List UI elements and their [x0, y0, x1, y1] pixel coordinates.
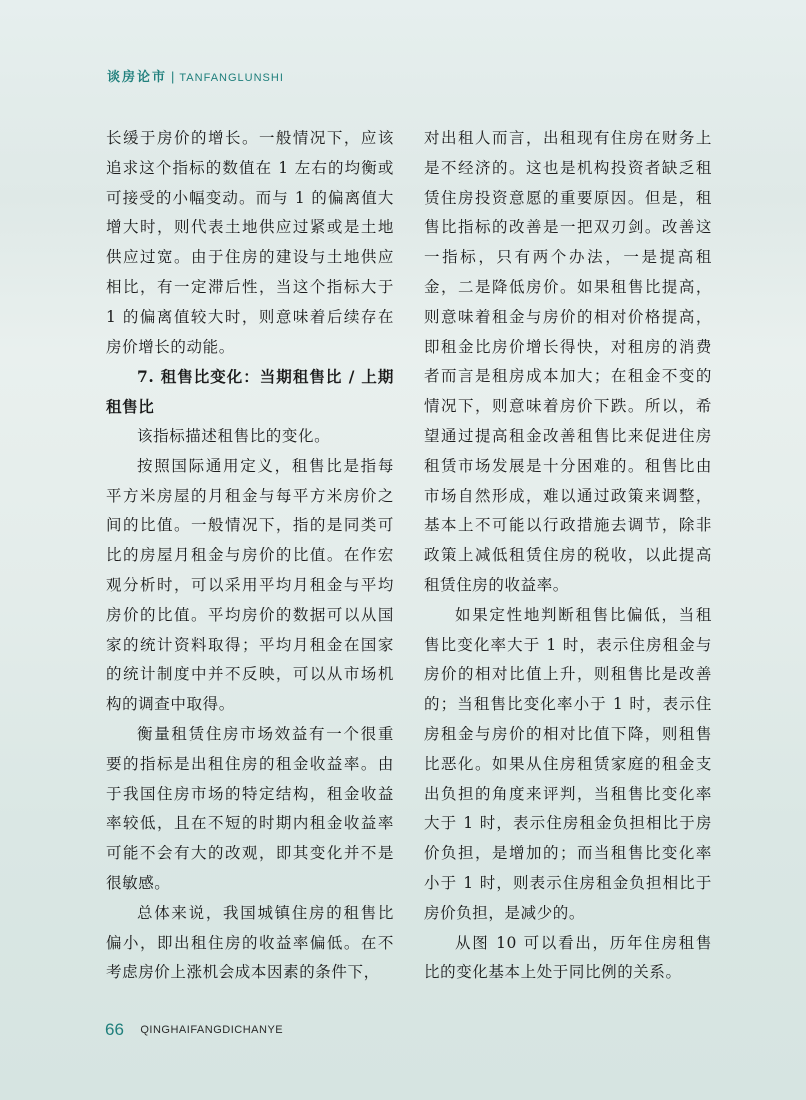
- paragraph: 对出租人而言，出租现有住房在财务上是不经济的。这也是机构投资者缺乏租赁住房投资意愿的重要原因。但是，租售比指标的改善是一把双刃剑。改善这一指标，只有两个办法，一是提高租金，二是降低房价。如果租售比提高，则意味着租金与房价的相对价格提高，即租金比房价增长得快，对租房的消费者而言是租房成本加大；在租金不变的情况下，则意味着房价下跌。所以，希望通过提高租金改善租售比来促进住房租赁市场发展是十分困难的。租售比由市场自然形成，难以通过政策来调整，基本上不可能以行政措施去调节，除非政策上减低租赁住房的税收，以此提高租赁住房的收益率。: [424, 129, 712, 594]
- right-column: [424, 124, 712, 988]
- page-footer: [105, 1020, 283, 1040]
- section-heading: 7. 租售比变化：当期租售比 / 上期租售比: [106, 367, 394, 417]
- paragraph: 总体来说，我国城镇住房的租售比偏小，即出租住房的收益率偏低。在不考虑房价上涨机会成本因素的条件下，: [106, 903, 394, 982]
- left-column: [106, 124, 394, 988]
- paragraph: 如果定性地判断租售比偏低，当租售比变化率大于 1 时，表示住房租金与房价的相对比值上升，则租售比是改善的；当租售比变化率小于 1 时，表示住房租金与房价的相对比值下降，则租售比恶化。如果从住房租赁家庭的租金支出负担的角度来评判，当租售比变化率大于 1 时，表示住房租金负担相比于房价负担，是增加的；而当租售比变化率小于 1 时，则表示住房租金负担相比于房价负担，是减少的。: [424, 605, 712, 922]
- paragraph: 该指标描述租售比的变化。: [137, 426, 331, 445]
- paragraph: 从图 10 可以看出，历年住房租售比的变化基本上处于同比例的关系。: [424, 933, 712, 982]
- paragraph: 长缓于房价的增长。一般情况下，应该追求这个指标的数值在 1 左右的均衡或可接受的小幅变动。而与 1 的偏离值大增大时，则代表土地供应过紧或是土地供应过宽。由于住房的建设与土地供应相比，有一定滞后性，当这个指标大于 1 的偏离值较大时，则意味着后续存在房价增长的动能。: [106, 129, 394, 356]
- magazine-name: QINGHAIFANGDICHANYE: [140, 1024, 284, 1036]
- paragraph: 衡量租赁住房市场效益有一个很重要的指标是出租住房的租金收益率。由于我国住房市场的特定结构，租金收益率较低，且在不短的时期内租金收益率可能不会有大的改观，即其变化并不是很敏感。: [106, 724, 394, 892]
- section-title-en: TANFANGLUNSHI: [179, 72, 284, 84]
- paragraph: 按照国际通用定义，租售比是指每平方米房屋的月租金与每平方米房价之间的比值。一般情况下，指的是同类可比的房屋月租金与房价的比值。在作宏观分析时，可以采用平均月租金与平均房价的比值。平均房价的数据可以从国家的统计资料取得；平均月租金在国家的统计制度中并不反映，可以从市场机构的调查中取得。: [106, 456, 394, 714]
- page-number: 66: [105, 1020, 124, 1039]
- running-header: [107, 66, 284, 85]
- section-title-cn: 谈房论市: [107, 70, 168, 85]
- header-separator: |: [171, 69, 176, 84]
